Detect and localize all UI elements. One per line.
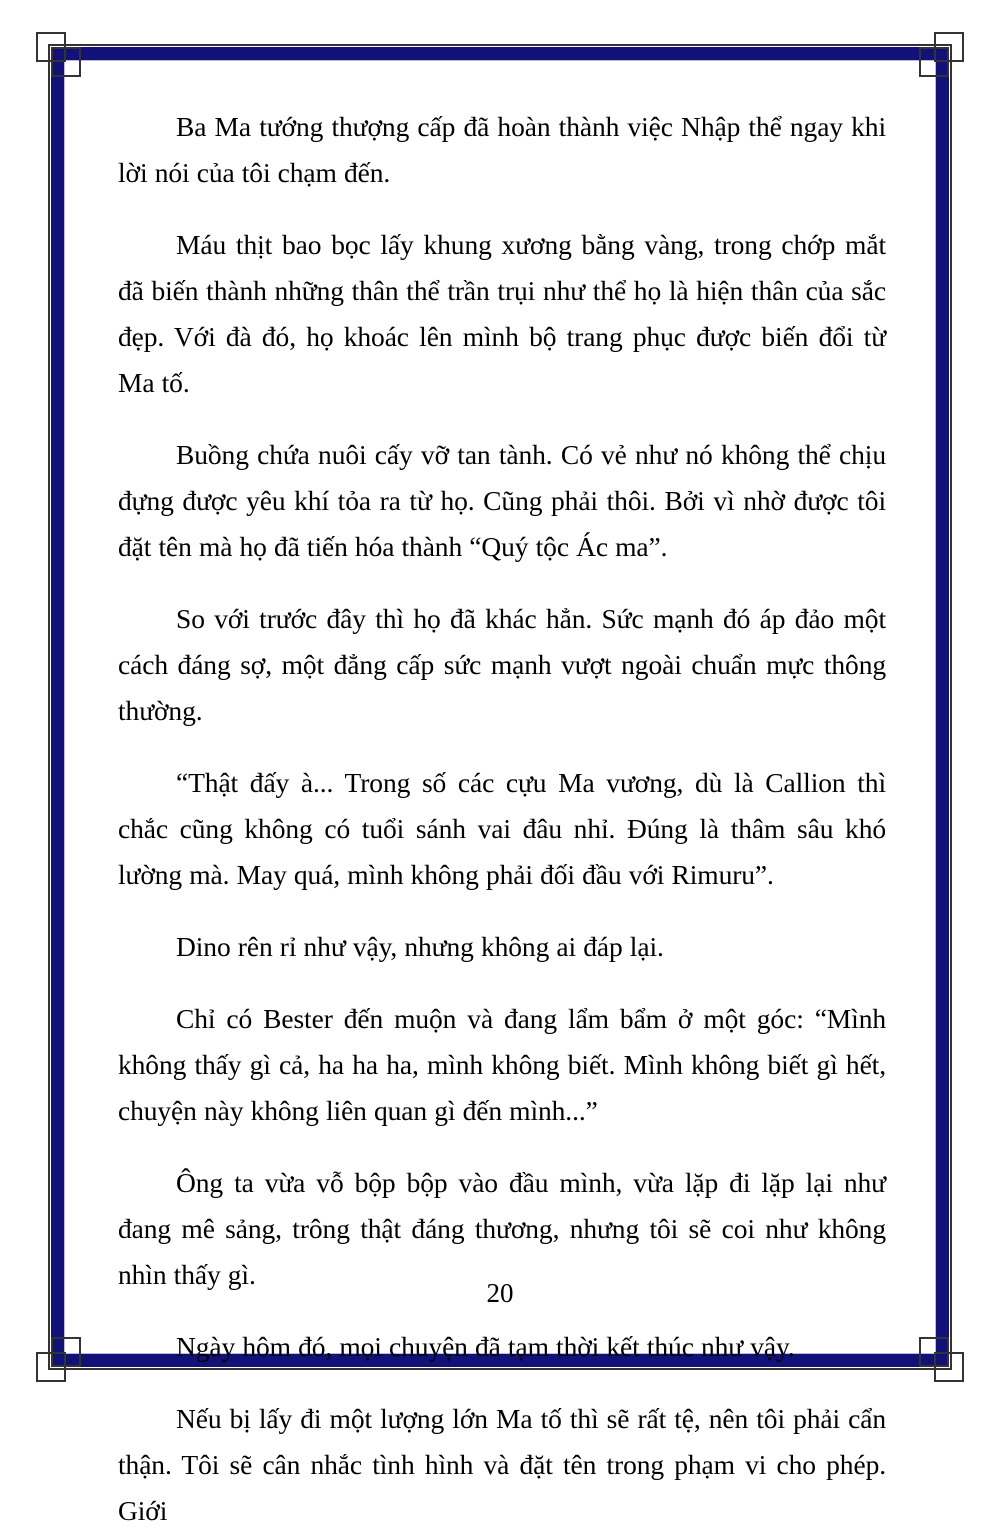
paragraph: Buồng chứa nuôi cấy vỡ tan tành. Có vẻ như nó không thể chịu đựng được yêu khí tỏa ra từ họ. Cũng phải thôi. Bởi vì nhờ được tôi đặt tên mà họ đã tiến hóa thành “Quý tộc Ác ma”. — [118, 439, 886, 562]
corner-square-outer — [934, 1352, 964, 1382]
corner-square-outer — [36, 32, 66, 62]
corner-square-inner — [51, 47, 81, 77]
paragraph: Ông ta vừa vỗ bộp bộp vào đầu mình, vừa lặp đi lặp lại như đang mê sảng, trông thật đáng thương, nhưng tôi sẽ coi như không nhìn thấy gì. — [118, 1167, 886, 1290]
corner-square-outer — [934, 32, 964, 62]
paragraph: Máu thịt bao bọc lấy khung xương bằng vàng, trong chớp mắt đã biến thành những thân thể trần trụi như thể họ là hiện thân của sắc đẹp. Với đà đó, họ khoác lên mình bộ trang phục được biến đổi từ Ma tố. — [118, 229, 886, 398]
paragraph: So với trước đây thì họ đã khác hẳn. Sức mạnh đó áp đảo một cách đáng sợ, một đẳng cấp sức mạnh vượt ngoài chuẩn mực thông thường. — [118, 603, 886, 726]
corner-square-outer — [36, 1352, 66, 1382]
paragraph: Nếu bị lấy đi một lượng lớn Ma tố thì sẽ rất tệ, nên tôi phải cẩn thận. Tôi sẽ cân nhắc tình hình và đặt tên trong phạm vi cho phép. Giới — [118, 1403, 886, 1526]
corner-square-inner — [919, 1337, 949, 1367]
paragraph: Chỉ có Bester đến muộn và đang lẩm bẩm ở một góc: “Mình không thấy gì cả, ha ha ha, mình không biết. Mình không biết gì hết, chuyện này không liên quan gì đến mình...” — [118, 1003, 886, 1126]
corner-ornament-top-right — [912, 32, 964, 84]
paragraph: Dino rên rỉ như vậy, nhưng không ai đáp lại. — [176, 931, 664, 962]
paragraph: Ba Ma tướng thượng cấp đã hoàn thành việc Nhập thể ngay khi lời nói của tôi chạm đến. — [118, 111, 886, 188]
corner-ornament-top-left — [36, 32, 88, 84]
page-number: 20 — [486, 1278, 514, 1308]
corner-ornament-bottom-right — [912, 1330, 964, 1382]
corner-square-inner — [919, 47, 949, 77]
paragraph: “Thật đấy à... Trong số các cựu Ma vương, dù là Callion thì chắc cũng không có tuổi sánh vai đâu nhỉ. Đúng là thâm sâu khó lường mà. May quá, mình không phải đối đầu với Rimuru”. — [118, 767, 886, 890]
corner-ornament-bottom-left — [36, 1330, 88, 1382]
paragraph: Ngày hôm đó, mọi chuyện đã tạm thời kết thúc như vậy. — [176, 1331, 795, 1362]
corner-square-inner — [51, 1337, 81, 1367]
